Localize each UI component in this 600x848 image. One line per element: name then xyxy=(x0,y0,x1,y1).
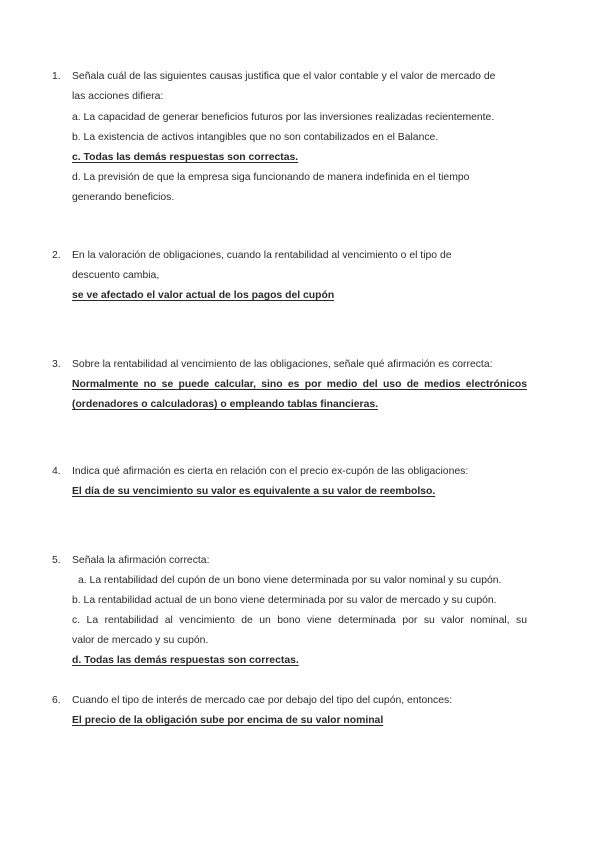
correct-answer-continuation: (ordenadores o calculadoras) o empleando tablas financieras. xyxy=(72,399,379,410)
question-number: 2. xyxy=(52,250,61,261)
question-stem-line: Cuando el tipo de interés de mercado cae por debajo del tipo del cupón, entonces: xyxy=(72,695,453,706)
option-c-continuation: valor de mercado y su cupón. xyxy=(72,635,209,646)
option-d-correct-answer: d. Todas las demás respuestas son correctas. xyxy=(72,655,299,666)
option-d: d. La previsión de que la empresa siga funcionando de manera indefinida en el tiempo xyxy=(72,172,470,183)
correct-answer: Normalmente no se puede calcular, sino es por medio del uso de medios electrónicos xyxy=(72,379,527,390)
option-c-correct-answer: c. Todas las demás respuestas son correctas. xyxy=(72,152,299,163)
correct-answer: El precio de la obligación sube por encima de su valor nominal xyxy=(72,715,384,726)
question-stem-line: las acciones difiera: xyxy=(72,91,164,102)
question-number: 1. xyxy=(52,71,61,82)
question-stem-line: Sobre la rentabilidad al vencimiento de las obligaciones, señale qué afirmación es correcta: xyxy=(72,359,493,370)
option-c: c. La rentabilidad al vencimiento de un bono viene determinada por su valor nominal, su xyxy=(72,615,527,626)
option-a: a. La rentabilidad del cupón de un bono viene determinada por su valor nominal y su cupón. xyxy=(78,575,502,586)
question-stem-line: Indica qué afirmación es cierta en relación con el precio ex-cupón de las obligaciones: xyxy=(72,466,469,477)
question-number: 4. xyxy=(52,466,61,477)
option-b: b. La rentabilidad actual de un bono viene determinada por su valor de mercado y su cupón. xyxy=(72,595,497,606)
correct-answer: El día de su vencimiento su valor es equivalente a su valor de reembolso. xyxy=(72,486,436,497)
question-stem-line: Señala la afirmación correcta: xyxy=(72,555,210,566)
question-number: 6. xyxy=(52,695,61,706)
question-stem-line: En la valoración de obligaciones, cuando la rentabilidad al vencimiento o el tipo de xyxy=(72,250,452,261)
option-a: a. La capacidad de generar beneficios futuros por las inversiones realizadas recientemente. xyxy=(72,112,495,123)
option-d-continuation: generando beneficios. xyxy=(72,192,175,203)
option-b: b. La existencia de activos intangibles que no son contabilizados en el Balance. xyxy=(72,132,439,143)
question-number: 3. xyxy=(52,359,61,370)
question-stem-line: Señala cuál de las siguientes causas justifica que el valor contable y el valor de mercado de xyxy=(72,71,496,82)
question-stem-line: descuento cambia, xyxy=(72,270,160,281)
correct-answer: se ve afectado el valor actual de los pagos del cupón xyxy=(72,290,335,301)
question-number: 5. xyxy=(52,555,61,566)
